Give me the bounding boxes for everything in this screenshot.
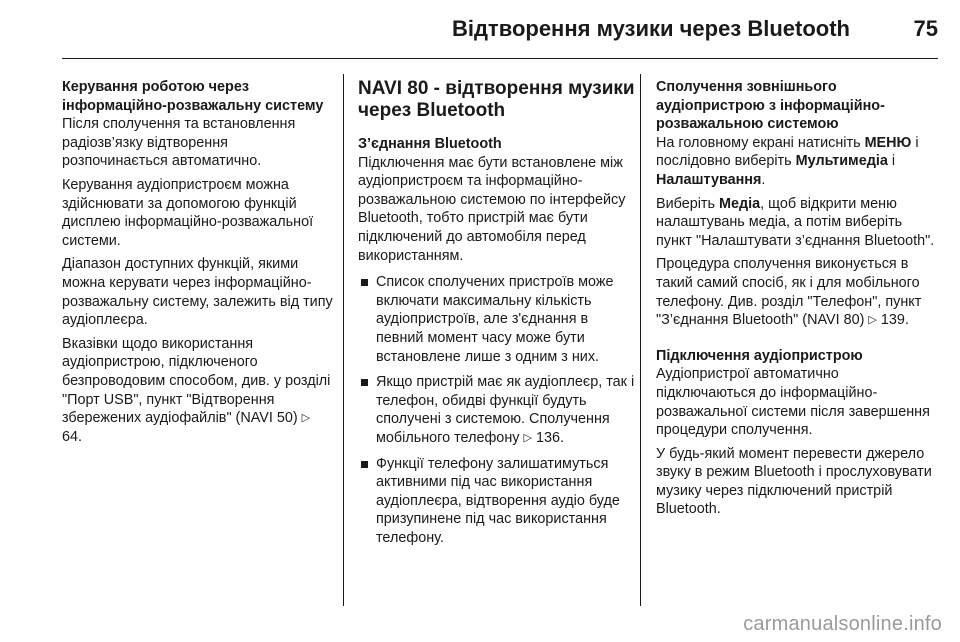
settings-label: Налаштування <box>656 171 762 188</box>
menu-label: МЕНЮ <box>864 134 912 151</box>
section-heading-control: Керування роботою через інформаційно-розважальну систему <box>62 79 324 114</box>
arrow-right-outline-icon: ▷ <box>868 314 877 327</box>
column-2 <box>358 78 636 554</box>
watermark: carmanualsonline.info <box>743 613 942 635</box>
bullet-list <box>358 273 636 547</box>
page-number: 75 <box>913 16 938 41</box>
paragraph: Керування аудіопристроєм можна здійснювати за допомогою функцій дисплею інформаційно-розважальної системи. <box>62 176 314 249</box>
paragraph: Діапазон доступних функцій, якими можна керувати через інформаційно-розважальну систему, залежить від типу аудіоплеєра. <box>62 256 333 329</box>
column-divider-2 <box>640 74 641 606</box>
column-divider-1 <box>343 74 344 606</box>
subheading-bluetooth-connection: З’єднання Bluetooth <box>358 136 502 152</box>
media-label: Медіа <box>719 195 761 212</box>
paragraph-text: і <box>891 153 896 170</box>
column-3 <box>656 78 940 519</box>
paragraph: Аудіопристрої автоматично підключаються до інформаційно-розважальної системи після завершення процедури сполучення. <box>656 366 930 439</box>
header-divider <box>62 58 938 59</box>
paragraph <box>62 335 334 447</box>
paragraph-text: і послідовно виберіть <box>656 134 919 170</box>
paragraph-text: Процедура сполучення виконується в такий самий спосіб, як і для мобільного телефону. Див. розділ "Телефон", пункт "З’єднання Bluetooth" (NAVI 80) <box>656 256 922 329</box>
list-item <box>358 373 636 447</box>
arrow-right-outline-icon: ▷ <box>523 431 532 444</box>
paragraph-text: На головному екрані натисніть <box>656 134 861 151</box>
list-item-text: Якщо пристрій має як аудіоплеєр, так і телефон, обидві функції будуть сполучені з системою. Сполучення мобільного телефону <box>376 374 635 446</box>
list-item: Функції телефону залишатимуться активними під час використання аудіоплеєра, відтворення аудіо буде призупинене під час використання телефону. <box>358 455 636 548</box>
paragraph-text: Вказівки щодо використання аудіопристрою, підключеного безпроводовим способом, див. у розділі "Порт USB", пункт "Відтворення збережених аудіофайлів" (NAVI 50) <box>62 335 331 427</box>
page-reference[interactable]: 139. <box>880 312 909 329</box>
paragraph <box>656 134 940 190</box>
paragraph <box>656 255 940 329</box>
paragraph: Підключення має бути встановлене між аудіопристроєм та інформаційно-розважальною системою по інтерфейсу Bluetooth, тобто пристрій має бути підключений до автомобіля перед використанням. <box>358 154 626 264</box>
paragraph-text: . <box>761 171 766 188</box>
section-heading-pairing: Сполучення зовнішнього аудіопристрою з інформаційно-розважальною системою <box>656 79 885 133</box>
page-title: Відтворення музики через Bluetooth <box>451 16 850 41</box>
subheading-connect-audio: Підключення аудіопристрою <box>656 347 863 364</box>
section-heading-navi80: NAVI 80 - відтворення музики через Bluetooth <box>358 78 635 121</box>
arrow-right-outline-icon: ▷ <box>301 412 311 425</box>
page-reference[interactable]: 136. <box>535 429 564 446</box>
list-item: Список сполучених пристроїв може включати максимальну кількість аудіопристроїв, але з'єднання в певний момент часу може бути встановлене лише з одним з них. <box>358 273 636 366</box>
paragraph-text: Виберіть <box>656 195 716 212</box>
multimedia-label: Мультимедіа <box>795 153 888 170</box>
page-reference[interactable]: 64. <box>62 428 83 445</box>
page-header <box>0 0 960 62</box>
paragraph-text: , щоб відкрити меню налаштувань медіа, а потім виберіть пункт "Налаштувати з’єднання Bluetooth". <box>656 195 935 249</box>
paragraph: Після сполучення та встановлення радіозв’язку відтворення розпочинається автоматично. <box>62 116 296 170</box>
column-1 <box>62 78 334 446</box>
paragraph: У будь-який момент перевести джерело звуку в режим Bluetooth і прослуховувати музику через підключений пристрій Bluetooth. <box>656 445 932 518</box>
paragraph <box>656 195 940 251</box>
